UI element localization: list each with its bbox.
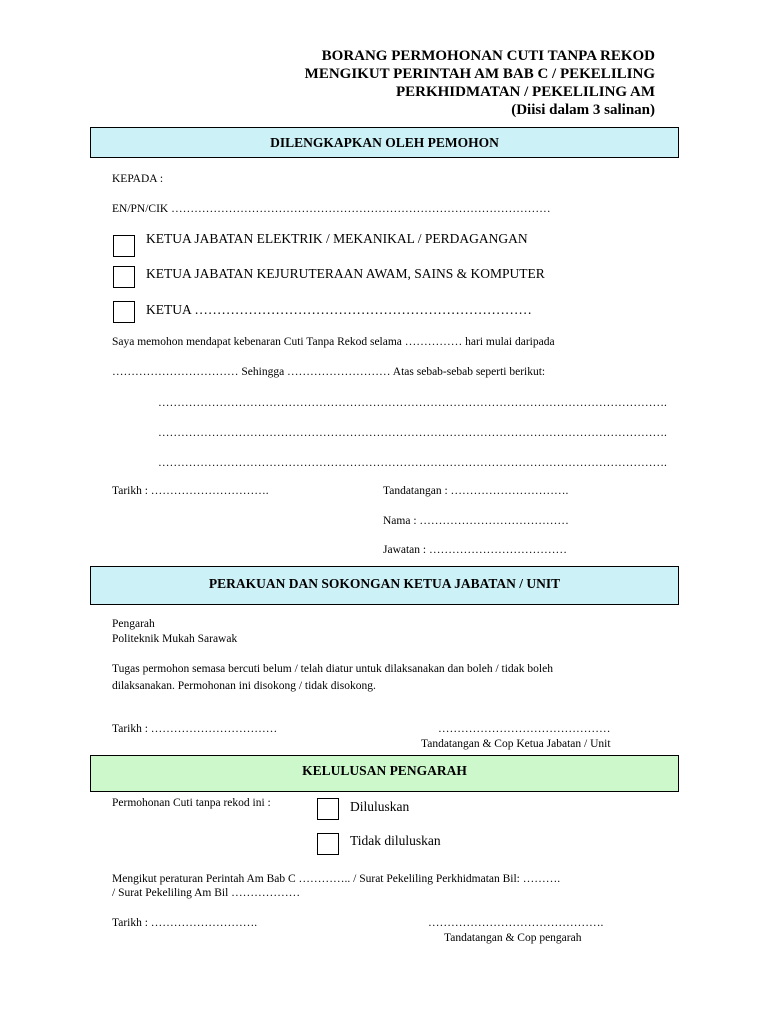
head-signature-label: Tandatangan & Cop Ketua Jabatan / Unit bbox=[421, 738, 611, 750]
section-director-approval-banner: KELULUSAN PENGARAH bbox=[90, 755, 679, 792]
checkbox-approved[interactable] bbox=[317, 798, 339, 820]
kepada-label: KEPADA : bbox=[112, 173, 164, 185]
reason-line-2[interactable]: ……………………………………………………………………………………………………………………. bbox=[158, 427, 667, 439]
option-electrical-dept-label: KETUA JABATAN ELEKTRIK / MEKANIKAL / PERDAGANGAN bbox=[146, 231, 528, 246]
applicant-signature-field[interactable]: Tandatangan : …………………………. bbox=[383, 485, 569, 497]
endorsement-text-line-1: Tugas permohon semasa bercuti belum / telah diatur untuk dilaksanakan dan boleh / tidak boleh bbox=[112, 663, 553, 675]
form-title-line-3: PERKHIDMATAN / PEKELILING AM bbox=[395, 84, 655, 100]
request-text-line-1: Saya memohon mendapat kebenaran Cuti Tanpa Rekod selama …………… hari mulai daripada bbox=[112, 336, 555, 348]
checkbox-not-approved[interactable] bbox=[317, 833, 339, 855]
request-text-line-2[interactable]: …………………………… Sehingga ……………………… Atas sebab-sebab seperti berikut: bbox=[112, 366, 546, 378]
head-date-field[interactable]: Tarikh : …………………………… bbox=[112, 723, 278, 735]
regulation-text-line-1[interactable]: Mengikut peraturan Perintah Am Bab C ………….. / Surat Pekeliling Perkhidmatan Bil: ………. bbox=[112, 873, 561, 885]
director-date-field[interactable]: Tarikh : ………………………. bbox=[112, 917, 258, 929]
form-title-line-2: MENGIKUT PERINTAH AM BAB C / PEKELILING bbox=[304, 66, 655, 82]
recipient-name-field[interactable]: EN/PN/CIK ……………………………………………………………………………………… bbox=[112, 203, 551, 215]
form-copies-note: (Diisi dalam 3 salinan) bbox=[511, 102, 655, 118]
option-civil-dept-label: KETUA JABATAN KEJURUTERAAN AWAM, SAINS & KOMPUTER bbox=[146, 266, 545, 281]
option-other-head-label[interactable]: KETUA ………………………………………………………………… bbox=[146, 302, 532, 317]
checkbox-civil-dept[interactable] bbox=[113, 266, 135, 288]
reason-line-3[interactable]: ……………………………………………………………………………………………………………………. bbox=[158, 457, 667, 469]
applicant-position-field[interactable]: Jawatan : ……………………………… bbox=[383, 544, 567, 556]
reason-line-1[interactable]: ……………………………………………………………………………………………………………………. bbox=[158, 397, 667, 409]
section-applicant-banner: DILENGKAPKAN OLEH PEMOHON bbox=[90, 127, 679, 158]
form-title-line-1: BORANG PERMOHONAN CUTI TANPA REKOD bbox=[321, 48, 655, 64]
head-signature-field[interactable]: ……………………………………… bbox=[438, 723, 611, 735]
form-title bbox=[305, 47, 655, 119]
approval-label: Permohonan Cuti tanpa rekod ini : bbox=[112, 797, 271, 809]
checkbox-other-head[interactable] bbox=[113, 301, 135, 323]
section-head-endorsement-banner: PERAKUAN DAN SOKONGAN KETUA JABATAN / UNIT bbox=[90, 566, 679, 605]
approved-label: Diluluskan bbox=[350, 799, 410, 814]
regulation-text-line-2[interactable]: / Surat Pekeliling Am Bil ……………… bbox=[112, 887, 301, 899]
not-approved-label: Tidak diluluskan bbox=[350, 833, 441, 848]
applicant-name-field[interactable]: Nama : ………………………………… bbox=[383, 515, 569, 527]
director-signature-field[interactable]: ………………………………………. bbox=[428, 917, 604, 929]
endorsement-text-line-2: dilaksanakan. Permohonan ini disokong / tidak disokong. bbox=[112, 680, 376, 692]
checkbox-electrical-dept[interactable] bbox=[113, 235, 135, 257]
addressee-title: Pengarah bbox=[112, 618, 155, 630]
addressee-institution: Politeknik Mukah Sarawak bbox=[112, 633, 238, 645]
applicant-date-field[interactable]: Tarikh : …………………………. bbox=[112, 485, 269, 497]
director-signature-label: Tandatangan & Cop pengarah bbox=[444, 932, 582, 944]
